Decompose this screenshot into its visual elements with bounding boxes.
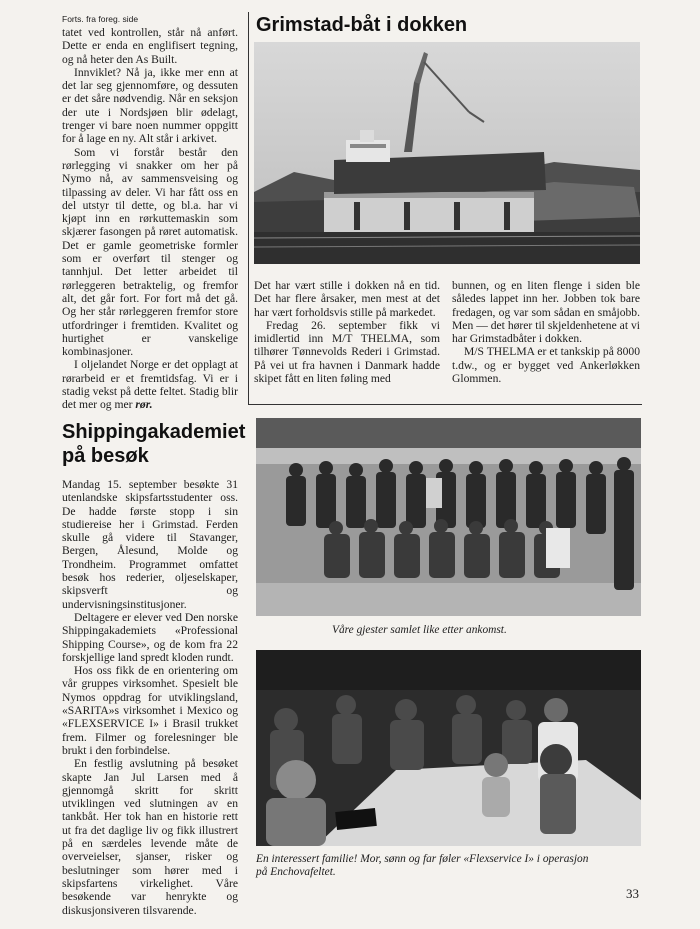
paragraph: bunnen, og en liten flenge i siden ble således lappet inn her. Jobben tok bare fredagen, og var som sådan en småjobb. Men — det hører til skjeldenhetene at vi har Grimstadbåter i dokken. — [452, 279, 640, 346]
shipping-headline — [62, 420, 245, 468]
section-divider — [248, 404, 642, 405]
continued-note: Forts. fra foreg. side — [62, 14, 139, 24]
headline-line-1: Shippingakademiet — [62, 421, 246, 443]
caption-line-1: En interessert familie! Mor, sønn og far føler «Flexservice I» i operasjon — [256, 853, 589, 865]
paragraph: I oljelandet Norge er det opplagt at rørarbeid er et fremtidsfag. Vi er i stadig vekst på dette feltet. Stadig blir det mer og mer — [62, 358, 238, 412]
grimstad-column-1 — [254, 279, 440, 385]
paragraph: Det har vært stille i dokken nå en tid. Det har flere årsaker, men mest at det har vært forholdsvis stille på markedet. — [254, 279, 440, 319]
paragraph: Mandag 15. september besøkte 31 utenlandske skipsfartsstudenter oss. De hadde første stopp i sin studiereise her i Grimstad. Ferden skulle gå videre til Stavanger, Bergen, Ålesund, Molde og Trondheim. Programmet omfattet besøk hos rederier, oljeselskaper, skipsverft og undervisningsinstitusjoner. — [62, 478, 238, 611]
paragraph: Hos oss fikk de en orientering om vår gruppes virksomhet. Spesielt ble Nymos oppdrag for utviklingsland, «SARITA»s virksomhet i Mexico og «FLEXSERVICE I» i Brasil trukket frem. Filmer og forelesninger ble brukt i den forbindelse. — [62, 664, 238, 757]
group-photo-caption: Våre gjester samlet like etter ankomst. — [332, 624, 507, 636]
grimstad-column-2 — [452, 279, 640, 385]
family-photo — [256, 650, 641, 846]
page-number: 33 — [626, 886, 639, 901]
group-illustration — [256, 418, 641, 616]
ship-in-dock-photo — [254, 42, 640, 264]
paragraph: Deltagere er elever ved Den norske Shippingakademiets «Professional Shipping Course», og de kom fra 22 forskjellige land spredt kloden rundt. — [62, 610, 238, 664]
paragraph: Fredag 26. september fikk vi imidlertid inn M/T THELMA, som tilhører Tønnevolds Rederi i Grimstad. På vei ut fra havnen i Danmark hadde skipet fått en liten føling med — [254, 318, 440, 386]
signature: rør. — [135, 398, 153, 412]
family-illustration — [256, 650, 641, 846]
headline-line-2: på besøk — [62, 445, 149, 467]
grimstad-headline: Grimstad-båt i dokken — [256, 14, 468, 36]
paragraph: M/S THELMA er et tankskip på 8000 t.dw., og er bygget ved Ankerløkken Glommen. — [452, 345, 640, 386]
paragraph: En festlig avslutning på besøket skapte Jan Jul Larsen med å gjennomgå skritt for skritt utviklingen ved slutningen av en tankbåt. Her tok han en historie rett ut fra det daglige liv og fikk illustrert på en særdeles levende måte de overveielser, sjanser, risker og beslutninger som hører med i skipsfartens virkelighet. Våre besøkende var henrykte og diskusjonsiveren tilsvarende. — [62, 757, 238, 917]
ship-illustration — [254, 42, 640, 264]
group-photo — [256, 418, 641, 616]
paragraph: Som vi forstår består den rørlegging vi snakker om her på Nymo nå, av sammensveising og tilpassing av deler. Vi har fått oss en del utstyr til dette, og bl.a. har vi kjøpt inn en rørkuttemaskin som skjærer fasongen på røret automatisk. Det er gamle geometriske formler som er overført til stenger og tannhjul. Det letter arbeidet til rørleggeren betraktelig, og fremfor alt, det går fort. For fort må det gå. Og her står rørleggeren fremfor store utfordringer i fremtiden. Kvalitet og hurtighet er vanskelige kombinasjoner. — [62, 145, 238, 359]
family-photo-caption — [256, 853, 646, 879]
column-divider — [248, 12, 249, 404]
rorlegging-article-body — [62, 26, 238, 412]
caption-line-2: på Enchovafeltet. — [256, 866, 336, 878]
paragraph: tatet ved kontrollen, står nå anført. Dette er enda en englifisert tegning, og nå heter den As Built. — [62, 26, 238, 66]
paragraph: Innviklet? Nå ja, ikke mer enn at det lar seg gjennomføre, og dessuten er det såre nødvendig. Når en seksjon der ute i Nordsjøen blir ødelagt, trenger vi bare noen nummer oppgitt for å lage en ny. Alt står i arkivet. — [62, 65, 238, 146]
shipping-article-body — [62, 478, 238, 917]
